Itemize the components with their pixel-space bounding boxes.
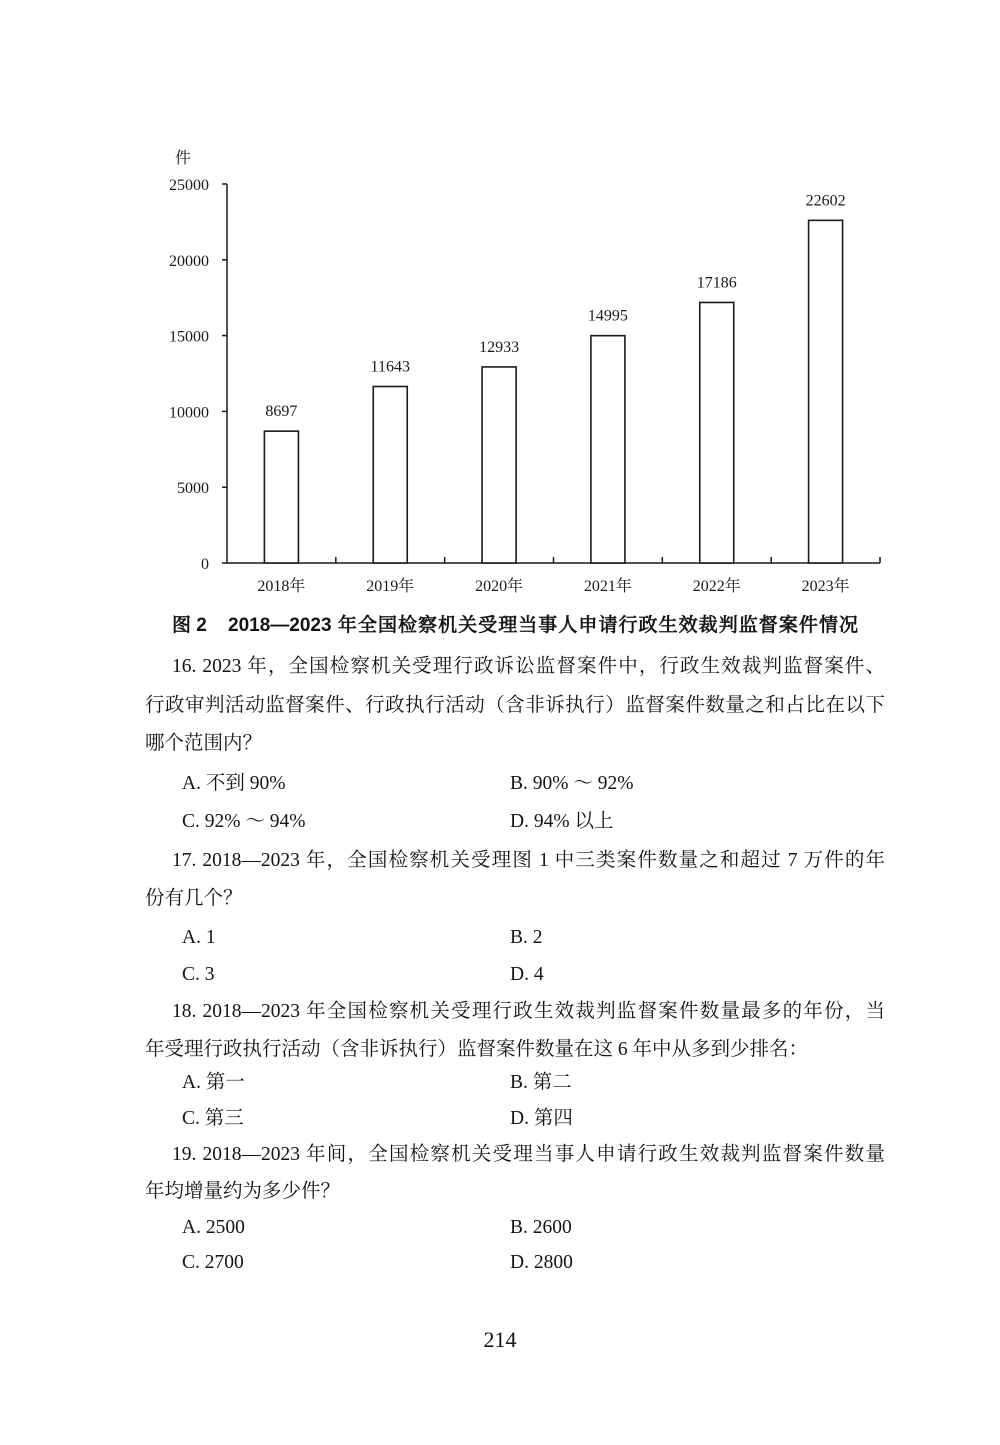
y-tick-label: 5000 bbox=[177, 480, 209, 498]
x-tick-label: 2023年 bbox=[801, 578, 850, 595]
y-axis-unit-label: 件 bbox=[174, 150, 192, 167]
option-c: C. 92% ～ 94% bbox=[182, 811, 306, 832]
bar-value-label: 14995 bbox=[587, 307, 628, 325]
question-stem-line: 16. 2023 年，全国检察机关受理行政诉讼监督案件中，行政生效裁判监督案件、 bbox=[172, 656, 885, 677]
y-tick-label: 15000 bbox=[169, 328, 209, 346]
x-tick-label: 2021年 bbox=[583, 578, 632, 595]
question-stem-line: 19. 2018—2023 年间，全国检察机关受理当事人申请行政生效裁判监督案件数量 bbox=[172, 1144, 885, 1165]
question-stem-line: 份有几个？ bbox=[145, 888, 243, 909]
y-tick-label: 25000 bbox=[169, 177, 209, 194]
option-b: B. 2600 bbox=[510, 1217, 572, 1238]
option-a: A. 1 bbox=[182, 927, 216, 948]
option-b: B. 第二 bbox=[510, 1072, 572, 1093]
bar-value-label: 22602 bbox=[805, 192, 846, 210]
option-b: B. 90% ～ 92% bbox=[510, 773, 634, 794]
option-d: D. 2800 bbox=[510, 1252, 573, 1273]
bar-value-label: 17186 bbox=[696, 274, 737, 292]
bar-2022 bbox=[700, 302, 734, 563]
x-tick-label: 2022年 bbox=[692, 578, 741, 595]
option-d: D. 第四 bbox=[510, 1108, 573, 1129]
bar-chart bbox=[0, 0, 1000, 605]
option-a: A. 不到 90% bbox=[182, 773, 286, 794]
bar-2021 bbox=[591, 336, 625, 563]
bar-2018 bbox=[264, 431, 298, 563]
x-tick-label: 2019年 bbox=[366, 578, 415, 595]
figure-caption-label: 图 2 bbox=[172, 615, 207, 636]
option-d: D. 4 bbox=[510, 964, 544, 985]
bar-2020 bbox=[482, 367, 516, 563]
bar-2023 bbox=[809, 220, 843, 563]
question-stem-line: 哪个范围内？ bbox=[145, 733, 263, 754]
question-stem-line: 年受理行政执行活动（含非诉执行）监督案件数量在这 6 年中从多到少排名： bbox=[145, 1039, 809, 1060]
y-tick-label: 10000 bbox=[169, 404, 209, 422]
page-number: 214 bbox=[483, 1327, 517, 1352]
option-a: A. 第一 bbox=[182, 1072, 245, 1093]
option-c: C. 2700 bbox=[182, 1252, 244, 1273]
x-tick-label: 2020年 bbox=[475, 578, 524, 595]
x-tick-label: 2018年 bbox=[257, 578, 306, 595]
option-c: C. 第三 bbox=[182, 1108, 244, 1129]
option-b: B. 2 bbox=[510, 927, 543, 948]
question-stem-line: 行政审判活动监督案件、行政执行活动（含非诉执行）监督案件数量之和占比在以下 bbox=[145, 695, 885, 716]
question-stem-line: 18. 2018—2023 年全国检察机关受理行政生效裁判监督案件数量最多的年份，当 bbox=[172, 1001, 885, 1022]
bar-2019 bbox=[373, 386, 407, 563]
bar-value-label: 12933 bbox=[479, 338, 520, 356]
y-tick-label: 0 bbox=[201, 556, 209, 573]
y-tick-label: 20000 bbox=[169, 252, 209, 270]
question-stem-line: 17. 2018—2023 年，全国检察机关受理图 1 中三类案件数量之和超过 7 万件的年 bbox=[172, 850, 885, 871]
bar-value-label: 11643 bbox=[370, 358, 410, 376]
option-d: D. 94% 以上 bbox=[510, 811, 614, 832]
bar-value-label: 8697 bbox=[265, 403, 298, 421]
option-a: A. 2500 bbox=[182, 1217, 245, 1238]
figure-caption: 2018—2023 年全国检察机关受理当事人申请行政生效裁判监督案件情况 bbox=[228, 615, 858, 636]
question-stem-line: 年均增量约为多少件？ bbox=[145, 1181, 341, 1202]
option-c: C. 3 bbox=[182, 964, 215, 985]
